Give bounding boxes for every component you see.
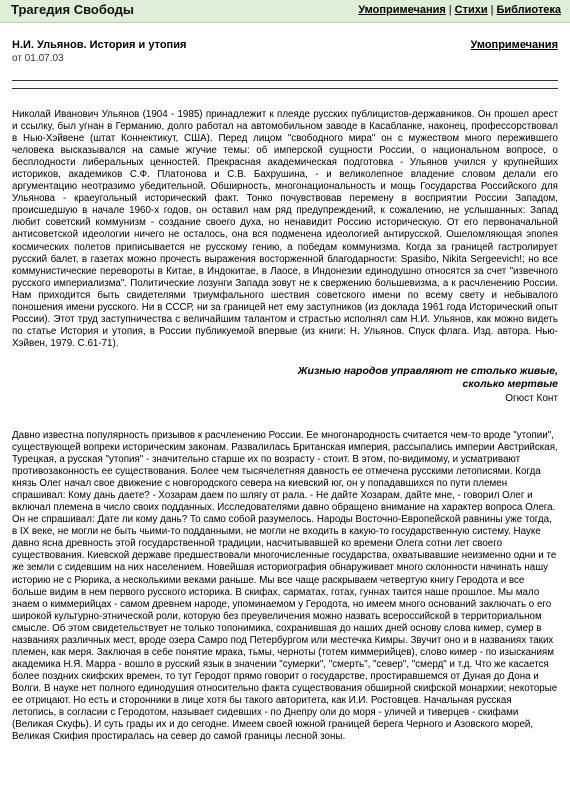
epigraph [0, 365, 558, 391]
nav-link-poems[interactable]: Стихи [454, 4, 488, 16]
body-paragraph: Давно известна популярность призывов к расчленению России. Ее многонародность считается чем-то вроде "утопии", существующей вопреки историческим законам. Развалилась Британская империя, рассыпались империи Австрийская, Турецкая, а русская "утопия" - значительно старше их по возрасту - стоит. В этом, по-видимому, и усматривают противозаконность ее существования. Более чем тысячелетняя давность ее отмечена русскими летописями. Когда князь Олег начал свое движение с новгородского севера на киевский юг, он у попадавшихся по пути племен спрашивал: Кому дань даете? - Хозарам даем по шлягу от рала. - Не дайте Хозарам, дайте мне, - говорил Олег и включал племена в число своих подданных. Исследователями давно обращено внимание на характер вопроса Олега. Он не спрашивал: Дате ли кому дань? То само собой разумелось. Народы Восточно-Европейской равнины уже тогда, в IX веке, не могли не быть чьими-то подданными, не могли не входить в какую-то государственную систему. Науке давно ясна древность этой государственной традиции, насчитывавшей ко времени Олега сотни лет своего существования. Киевской державе предшествовали многочисленные государства, охватывавшие неизменно одни и те же земли с сидевшим на них населением. Новейшая историография обнаруживает много склонности начинать нашу историю не с Рюрика, а несколькими веками раньше. Мы все чаще раскрываем четвертую книгу Геродота и все больше видим в нем первого русского историка. В скифах, сарматах, готах, гуннах таится наше прошлое. Мы мало знаем о киммерийцах - самом древнем народе, упоминаемом у Геродота, но имеем много оснований заключать о его широкой культурно-этнической роли, которую без преувеличения можно назвать всероссийской в территориальном смысле. Об этом свидетельствует не только топонимика, сохранившая до наших дней основу слова кимер, сумер в названиях различных мест, вроде озера Самро под Петербургом или местечка Кимры. Звучит оно и в названиях таких племен, как меря. Заключая в себе понятие мрака, тьмы, черноты (тотем киммерийцев), слово кимер - по изысканиям академика Н.Я. Марра - вошло в русский язык в значении "сумерки", "смерть", "север", "смерд" и т.д. Что же касается более поздних скифских времен, то тут Геродот прямо говорит о государстве, простиравшемся от Дуная до Дона и Волги. В науке нет полного единодушия относительно факта существования обширной скифской монархии; некоторые ее отрицают. Но есть и сторонники в лице хотя бы такого авторитета, как И.И. Ростовцев. Начальная русская летопись, в согласии с Геродотом, называет сидевших - по Днепру оли до моря - уличей и тиверцев - скифами (Великая Скуфь). И суть грады их и до сегодне. Имеем своей южной границей берега Черного и Азовского морей, Великая Скифия простиралась на север до самой границы лесной зоны. [12, 429, 558, 743]
epigraph-author: Огюст Конт [505, 392, 558, 404]
intro-paragraph: Николай Иванович Ульянов (1904 - 1985) принадлежит к плеяде русских публицистов-державников. Он прошел арест и ссылку, был угнан в Германию, долго работал на автомобильном заводе в Касабланке, наконец, профессорствовал в Нью-Хэйвене (штат Коннектикут, США). Перед лицом "свободного мира" он с мужеством много пережившего человека высказывался на самые жгучие темы: об имперской сущности России, о национальном вопросе, о бесплодности либеральных ценностей. Прекрасная академическая подготовка - Ульянов учился у крупнейших историков, академиков С.Ф. Платонова и С.В. Бахрушина, - и великолепное владение словом делали его аргументацию неотразимо убедительной. Обширность, многонациональность и мощь Государства Российского для Ульянова - краеугольный исторический факт. Тонко почувствовав перемену в восприятии России Западом, происшедшую в начале 1960-х годов, он оставил нам ряд предупреждений, к сожалению, не услышанных: Запад любит советский коммунизм - создание своего духа, но ненавидит Россию историческую. От его первоначальной антисоветской идеологии ничего не осталось, она вся подменена идеологией антирусской. Ошеломляющая эпопея космических полетов приписывается не русскому гению, а победам коммунизма. Когда за границей гастролирует русский балет, в газетах можно прочесть выражения восторженной благодарности: Spasibo, Nikita Sergeevich!; но все коммунистические перевороты в Китае, в Индокитае, в Лаосе, в Индонезии единодушно относятся за счет "извечного русского империализма". Политические лозунги Запада зовут не к свержению большевизма, а к расчленению России. Нам приходится быть свидетелями триумфального шествия советского имени по всему свету и небывалого поношения имени русского. Ни в СССР, ни за границей нет ему заступников (из доклада 1961 года Исторический опыт России). Этот труд заступничества с величайшим талантом и страстью исполнял сам Н.И. Ульянов, как можно видеть по статье История и утопия, в России публикуемой впервые (из книги: Н. Ульянов. Спуск флага. Изд. автора. Нью-Хэйвен, 1979. С.61-71). [12, 109, 558, 349]
epigraph-line-1: Жизнью народов управляют не столько живые, [297, 364, 558, 377]
nav-separator: | [490, 4, 494, 16]
top-nav [358, 4, 561, 16]
article-date: от 01.07.03 [12, 53, 64, 64]
nav-link-notes[interactable]: Умопримечания [358, 4, 446, 16]
top-bar [0, 0, 570, 23]
article-header [12, 39, 558, 69]
article-notes-link[interactable]: Умопримечания [470, 39, 558, 51]
nav-separator: | [448, 4, 452, 16]
divider [12, 88, 558, 89]
article-title: Н.И. Ульянов. История и утопия [12, 39, 187, 51]
site-title: Трагедия Свободы [11, 2, 135, 17]
nav-link-library[interactable]: Библиотека [496, 4, 561, 16]
epigraph-line-2: сколько мертвые [462, 377, 558, 390]
divider [12, 80, 558, 81]
article-notes-link-wrap [471, 39, 558, 51]
